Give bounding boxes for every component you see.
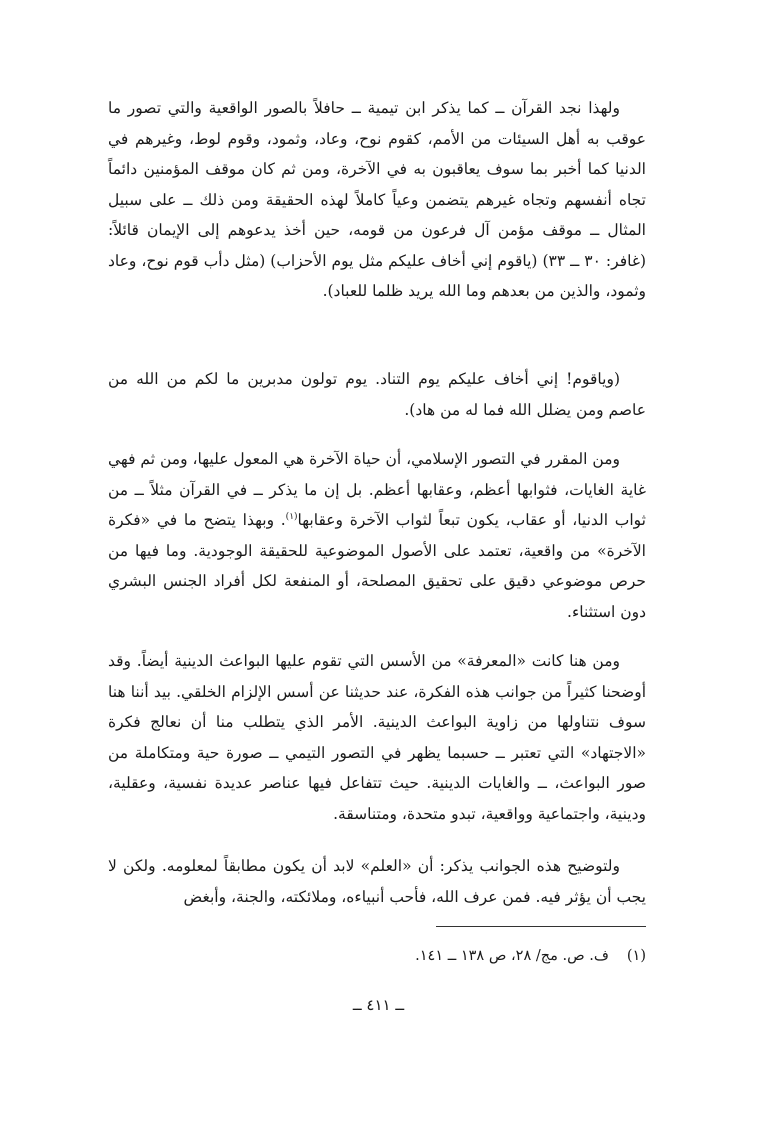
body-paragraph-5 [108,851,646,912]
paragraph-text [108,444,646,627]
page-number: ــ ٤١١ ــ [352,996,405,1014]
body-paragraph-3 [108,444,646,627]
paragraph-text: ولتوضيح هذه الجوانب يذكر: أن «العلم» لابد أن يكون مطابقاً لمعلومه. ولكن لا يجب أن يؤثر فيه. فمن عرف الله، فأحب أنبياءه، وملائكته، والجنة، وأبغض [108,857,646,906]
paragraph-text: ولهذا نجد القرآن ــ كما يذكر ابن تيمية ــ حافلاً بالصور الواقعية والتي تصور ما عوقب به أهل السيئات من الأمم، كقوم نوح، وعاد، وثمود، وقوم لوط، وغيرهم في الدنيا كما أخبر بما سوف يعاقبون به في الآخرة، ومن ثم كان موقف المؤمنين دائماً تجاه أنفسهم وتجاه غيرهم يتضمن وعياً كاملاً لهذه الحقيقة ومن ذلك ــ على سبيل المثال ــ موقف مؤمن آل فرعون من قومه، حين أخذ يدعوهم إلى الإيمان قائلاً: (غافر: ٣٠ ــ ٣٣) (ياقوم إني أخاف عليكم مثل يوم الأحزاب) (مثل دأب قوم نوح، وعاد وثمود، والذين من بعدهم وما الله يريد ظلما للعباد). [108,99,646,300]
body-paragraph-2 [108,364,646,425]
footnote-reference[interactable]: (١) [285,511,298,522]
body-paragraph-1 [108,93,646,307]
footnote [108,943,646,969]
body-paragraph-4 [108,646,646,829]
footnote-text: ف. ص. مج/ ٢٨، ص ١٣٨ ــ ١٤١. [415,948,609,964]
footnote-divider [436,926,646,927]
paragraph-text-part: ومن المقرر في التصور الإسلامي، أن حياة الآخرة هي المعول عليها، ومن ثم فهي غاية الغايات، فثوابها أعظم، وعقابها أعظم. بل إن ما يذكر ــ في القرآن مثلاً ــ من ثواب الدنيا، أو عقاب، يكون تبعاً لثواب الآخرة وعقابها [108,450,646,529]
paragraph-text: ومن هنا كانت «المعرفة» من الأسس التي تقوم عليها البواعث الدينية أيضاً. وقد أوضحنا كثيراً من جوانب هذه الفكرة، عند حديثنا عن أسس الإلزام الخلقي. بيد أننا هنا سوف نتناولها من زاوية البواعث الدينية. الأمر الذي يتطلب منا أن نعالج فكرة «الاجتهاد» التي تعتبر ــ حسبما يظهر في التصور التيمي ــ صورة حية ومتكاملة من صور البواعث، ــ والغايات الدينية. حيث تتفاعل فيها عناصر عديدة نفسية، وعقلية، ودينية، واجتماعية وواقعية، تبدو متحدة، ومتناسقة. [108,652,646,823]
footnote-marker: (١) [626,948,646,964]
paragraph-text: (وياقوم! إني أخاف عليكم يوم التناد. يوم تولون مدبرين ما لكم من الله من عاصم ومن يضلل الله فما له من هاد). [108,370,646,419]
paragraph-text-part: . وبهذا يتضح ما في «فكرة الآخرة» من واقعية، تعتمد على الأصول الموضوعية للحقيقة الوجودية. وما فيها من حرص موضوعي دقيق على تحقيق المصلحة، أو المنفعة لكل أفراد الجنس البشري دون استثناء. [108,511,646,621]
